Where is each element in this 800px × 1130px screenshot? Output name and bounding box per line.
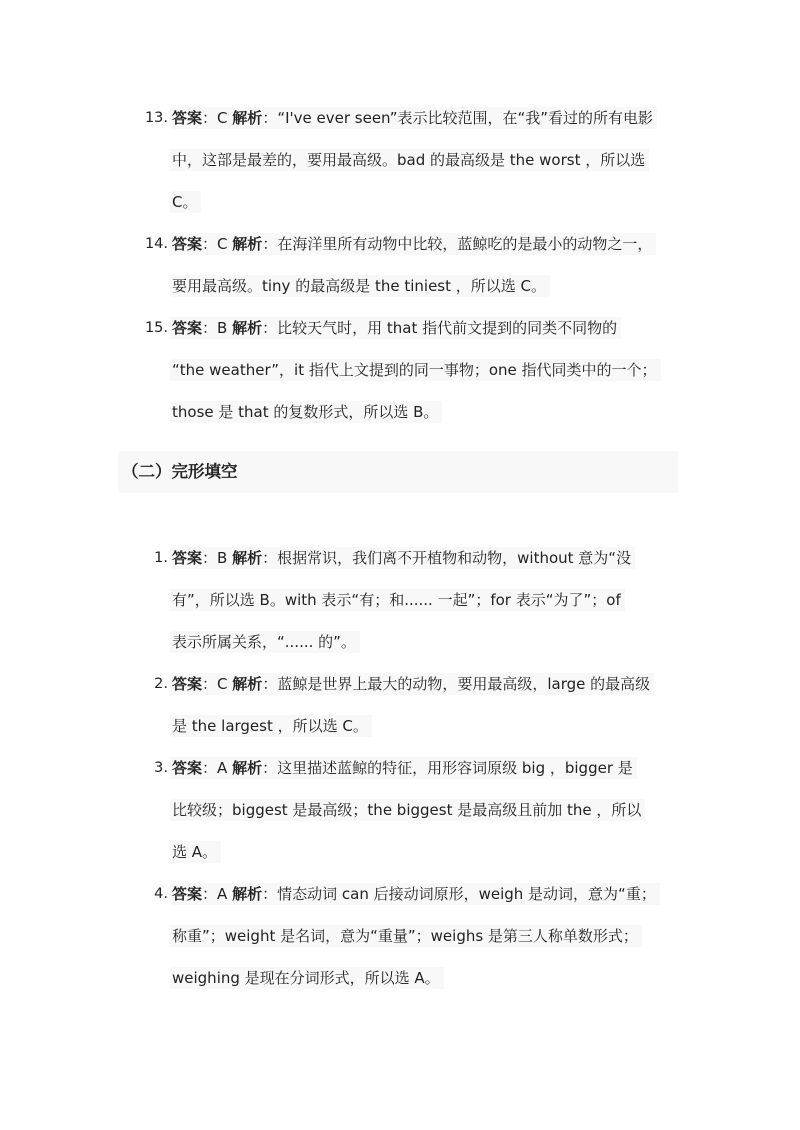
analysis-text: 在海洋里所有动物中比较，蓝鲸吃的是最小的动物之一， (277, 235, 653, 253)
item-number: 2. (154, 676, 168, 692)
answer-label: 答案 (172, 319, 203, 337)
item-line (170, 537, 635, 579)
analysis-text: those 是 that 的复数形式，所以选 B。 (170, 401, 442, 423)
item-line (170, 97, 657, 139)
item-number: 4. (154, 886, 168, 902)
colon: ： (202, 235, 218, 253)
cloze-item-4 (154, 873, 660, 999)
analysis-text: “I've ever seen”表示比较范围，在“我”看过的所有电影 (277, 109, 654, 127)
colon: ： (262, 109, 278, 127)
item-number: 1. (154, 550, 168, 566)
colon: ： (262, 319, 278, 337)
colon: ： (202, 549, 218, 567)
analysis-label: 解析 (232, 759, 263, 777)
colon: ： (262, 235, 278, 253)
cloze-item-1 (154, 537, 635, 663)
answer-label: 答案 (172, 759, 203, 777)
answer-value: C (217, 675, 228, 693)
analysis-text: 要用最高级。tiny 的最高级是 the tiniest ，所以选 C。 (170, 275, 550, 297)
cloze-item-2 (154, 663, 654, 747)
analysis-label: 解析 (232, 549, 263, 567)
analysis-text: 选 A。 (170, 841, 221, 863)
item-line (170, 789, 645, 831)
item-number: 13. (144, 110, 168, 126)
analysis-text: weighing 是现在分词形式，所以选 A。 (170, 967, 444, 989)
analysis-text: 比较级；biggest 是最高级；the biggest 是最高级且前加 the ，所以 (170, 799, 645, 821)
item-line (170, 349, 661, 391)
item-line (170, 873, 660, 915)
item-line (170, 391, 661, 433)
analysis-label: 解析 (232, 885, 263, 903)
analysis-label: 解析 (232, 675, 263, 693)
item-line (170, 621, 635, 663)
answer-label: 答案 (172, 235, 203, 253)
answer-value: A (217, 885, 228, 903)
colon: ： (262, 759, 278, 777)
answer-value: C (217, 235, 228, 253)
analysis-text: 比较天气时，用 that 指代前文提到的同类不同物的 (277, 319, 618, 337)
analysis-label: 解析 (232, 109, 263, 127)
analysis-label: 解析 (232, 235, 263, 253)
answer-value: B (217, 319, 228, 337)
answer-item-15 (144, 307, 661, 433)
analysis-text: C。 (170, 191, 201, 213)
item-line (170, 747, 645, 789)
colon: ： (202, 885, 218, 903)
item-line (170, 181, 657, 223)
analysis-text: 蓝鲸是世界上最大的动物，要用最高级，large 的最高级 (277, 675, 651, 693)
colon: ： (262, 885, 278, 903)
item-line (170, 223, 656, 265)
colon: ： (202, 675, 218, 693)
colon: ： (262, 675, 278, 693)
answer-label: 答案 (172, 109, 203, 127)
answer-value: C (217, 109, 228, 127)
answer-label: 答案 (172, 885, 203, 903)
answer-item-13 (144, 97, 657, 223)
item-line (170, 831, 645, 873)
answer-label: 答案 (172, 675, 203, 693)
item-line (170, 307, 661, 349)
item-line (170, 579, 635, 621)
answer-label: 答案 (172, 549, 203, 567)
analysis-text: 中，这部是最差的，要用最高级。bad 的最高级是 the worst ，所以选 (170, 149, 649, 171)
colon: ： (262, 549, 278, 567)
item-line (170, 957, 660, 999)
item-line (170, 663, 654, 705)
analysis-text: 根据常识，我们离不开植物和动物，without 意为“没 (277, 549, 632, 567)
section-heading: （二）完形填空 (118, 451, 678, 493)
answer-value: B (217, 549, 228, 567)
item-line (170, 915, 660, 957)
answer-value: A (217, 759, 228, 777)
item-line (170, 705, 654, 747)
analysis-text: 有”，所以选 B。with 表示“有；和...... 一起”；for 表示“为了”；of (170, 589, 625, 611)
colon: ： (202, 319, 218, 337)
cloze-item-3 (154, 747, 645, 873)
item-line (170, 265, 656, 307)
analysis-text: 称重”；weight 是名词，意为“重量”；weighs 是第三人称单数形式； (170, 925, 642, 947)
analysis-text: 这里描述蓝鲸的特征，用形容词原级 big ，bigger 是 (277, 759, 633, 777)
item-number: 3. (154, 760, 168, 776)
analysis-text: 表示所属关系，“...... 的”。 (170, 631, 360, 653)
analysis-text: 情态动词 can 后接动词原形，weigh 是动词，意为“重； (277, 885, 656, 903)
colon: ： (202, 759, 218, 777)
item-number: 14. (144, 236, 168, 252)
item-number: 15. (144, 320, 168, 336)
analysis-text: “the weather”，it 指代上文提到的同一事物；one 指代同类中的一个； (170, 359, 661, 381)
analysis-text: 是 the largest ，所以选 C。 (170, 715, 372, 737)
analysis-label: 解析 (232, 319, 263, 337)
item-line (170, 139, 657, 181)
colon: ： (202, 109, 218, 127)
answer-item-14 (144, 223, 656, 307)
